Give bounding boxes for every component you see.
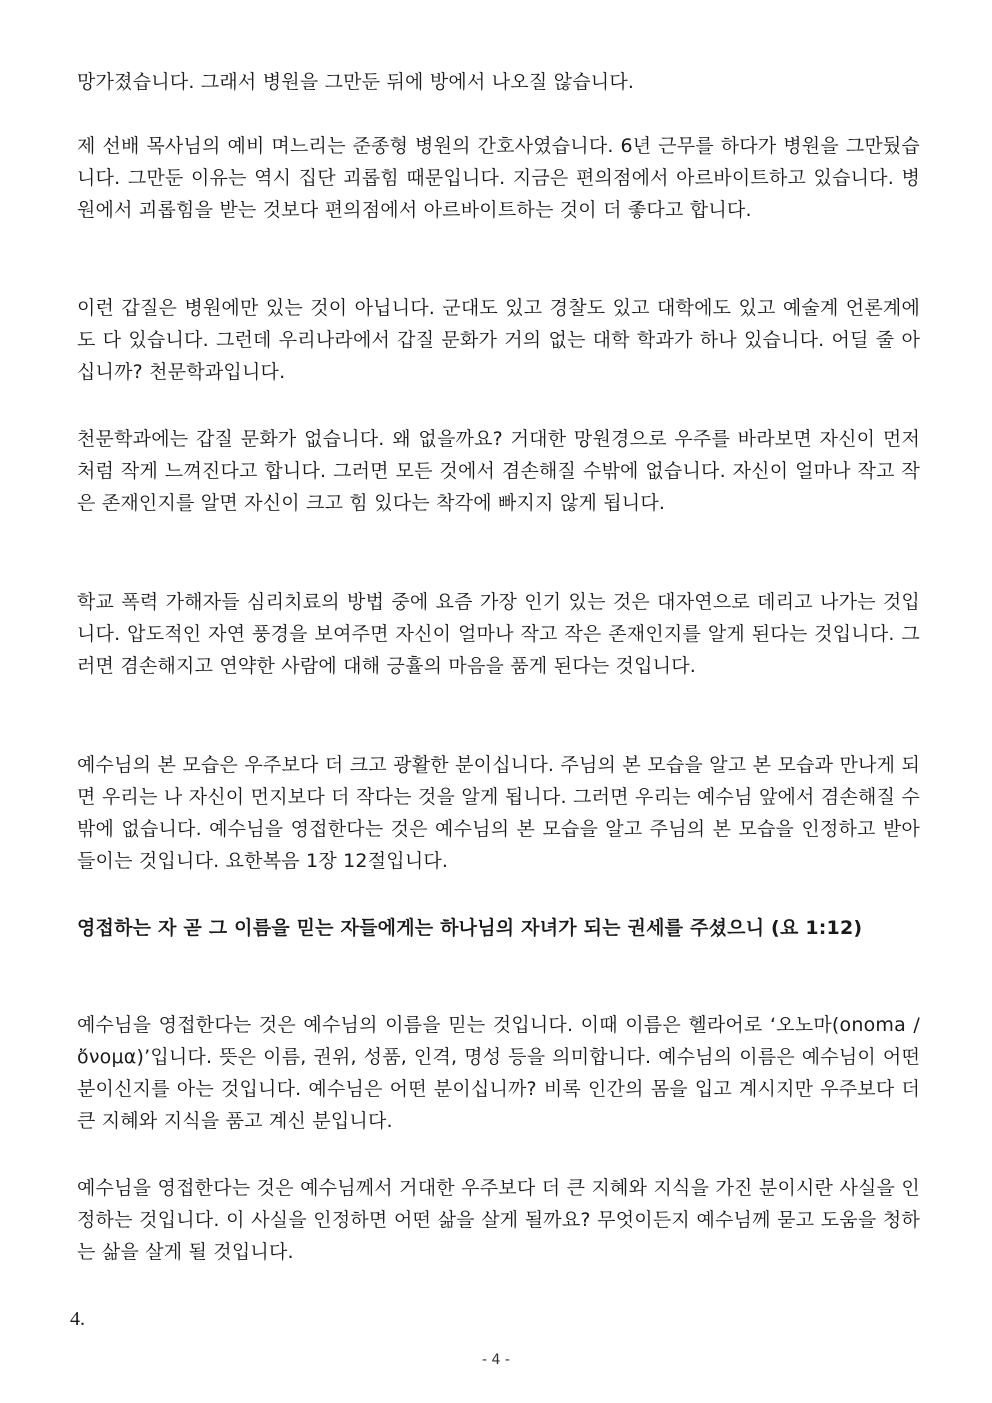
paragraph-1: 망가졌습니다. 그래서 병원을 그만둔 뒤에 방에서 나오질 않습니다. xyxy=(77,71,635,93)
paragraph-4: 천문학과에는 갑질 문화가 없습니다. 왜 없을까요? 거대한 망원경으로 우주를 바라보면 자신이 먼저처럼 작게 느껴진다고 합니다. 그러면 모든 것에서 겸손해질 수밖에 없습니다. 자신이 얼마나 작고 작은 존재인지를 알면 자신이 크고 힘 있다는 착각에 빠지지 않게 됩니다. xyxy=(77,428,920,514)
paragraph-7: 예수님을 영접한다는 것은 예수님의 이름을 믿는 것입니다. 이때 이름은 헬라어로 ‘오노마(onoma / ὄνομα)’입니다. 뜻은 이름, 권위, 성품, 인격, 명성 등을 의미합니다. 예수님의 이름은 예수님이 어떤 분이신지를 아는 것입니다. 예수님은 어떤 분이십니까? 비록 인간의 몸을 입고 계시지만 우주보다 더 큰 지혜와 지식을 품고 계신 분입니다. xyxy=(77,1014,920,1132)
paragraph-6: 예수님의 본 모습은 우주보다 더 크고 광활한 분이십니다. 주님의 본 모습을 알고 본 모습과 만나게 되면 우리는 나 자신이 먼지보다 더 작다는 것을 알게 됩니다. 그러면 우리는 예수님 앞에서 겸손해질 수밖에 없습니다. 예수님을 영접한다는 것은 예수님의 본 모습을 알고 주님의 본 모습을 인정하고 받아들이는 것입니다. 요한복음 1장 12절입니다. xyxy=(77,754,920,872)
paragraph-8: 예수님을 영접한다는 것은 예수님께서 거대한 우주보다 더 큰 지혜와 지식을 가진 분이시란 사실을 인정하는 것입니다. 이 사실을 인정하면 어떤 삶을 살게 될까요? 무엇이든지 예수님께 묻고 도움을 청하는 삶을 살게 될 것입니다. xyxy=(77,1177,920,1263)
scripture-quote: 영접하는 자 곧 그 이름을 믿는 자들에게는 하나님의 자녀가 되는 권세를 주셨으니 (요 1:12) xyxy=(77,917,863,939)
page-number: - 4 - xyxy=(482,1352,510,1368)
paragraph-3: 이런 갑질은 병원에만 있는 것이 아닙니다. 군대도 있고 경찰도 있고 대학에도 있고 예술계 언론계에도 다 있습니다. 그런데 우리나라에서 갑질 문화가 거의 없는 대학 학과가 하나 있습니다. 어딜 줄 아십니까? 천문학과입니다. xyxy=(77,297,920,383)
section-number: 4. xyxy=(70,1308,85,1330)
paragraph-5: 학교 폭력 가해자들 심리치료의 방법 중에 요즘 가장 인기 있는 것은 대자연으로 데리고 나가는 것입니다. 압도적인 자연 풍경을 보여주면 자신이 얼마나 작고 작은 존재인지를 알게 된다는 것입니다. 그러면 겸손해지고 연약한 사람에 대해 긍휼의 마음을 품게 된다는 것입니다. xyxy=(77,591,920,677)
paragraph-2: 제 선배 목사님의 예비 며느리는 준종형 병원의 간호사였습니다. 6년 근무를 하다가 병원을 그만뒀습니다. 그만둔 이유는 역시 집단 괴롭힘 때문입니다. 지금은 편의점에서 아르바이트하고 있습니다. 병원에서 괴롭힘을 받는 것보다 편의점에서 아르바이트하는 것이 더 좋다고 합니다. xyxy=(77,135,920,221)
